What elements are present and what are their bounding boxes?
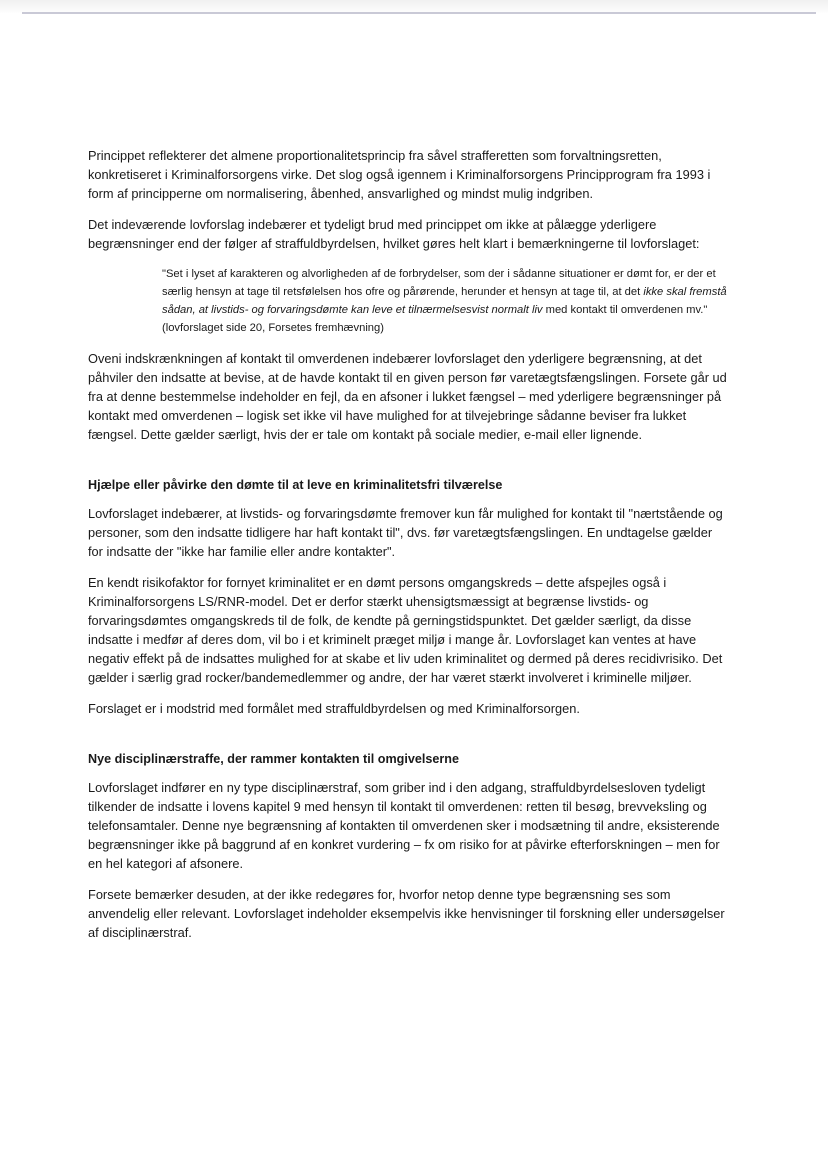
paragraph-contradiction: Forslaget er i modstrid med formålet med straffuldbyrdelsen og med Kriminalforsorgen.	[88, 701, 580, 716]
paragraph-proof-burden: Oveni indskrænkningen af kontakt til omverdenen indebærer lovforslaget den yderligere begrænsning, at det påhviler den indsatte at bevise, at de havde kontakt til en given person før varetægtsfængslingen. Forsete går ud fra at denne bestemmelse indeholder en fejl, da en afsoner i lukket fængsel – med yderligere begrænsninger på kontakt med omverdenen – logisk set ikke vil have mulighed for at tilvejebringe sådanne beviser fra lukket fængsel. Dette gælder særligt, hvis der er tale om kontakt på sociale medier, e-mail eller lignende.	[88, 351, 727, 442]
document-page	[88, 146, 728, 954]
paragraph-proportionality: Princippet reflekterer det almene proportionalitetsprincip fra såvel strafferetten som forvaltningsretten, konkretiseret i Kriminalforsorgens virke. Det slog også igennem i Kriminalforsorgens Principprogram fra 1993 i form af principperne om normalisering, åbenhed, ansvarlighed og mindst mulig indgriben.	[88, 148, 711, 201]
quote-text-start: "Set i lyset af karakteren og alvorligheden af de forbrydelser, som der i sådanne situationer er dømt for, er der et særlig hensyn at tage til retsfølelsen hos ofre og pårørende, herunder et hensyn at tage til, at det	[162, 268, 716, 298]
quote-text-end: med kontakt til omverdenen mv." (lovforslaget side 20, Forsetes fremhævning)	[162, 304, 708, 334]
paragraph-no-justification: Forsete bemærker desuden, at der ikke redegøres for, hvorfor netop denne type begrænsning ses som anvendelig eller relevant. Lovforslaget indeholder eksempelvis ikke henvisninger til forskning eller undersøgelser af disciplinærstraf.	[88, 887, 725, 940]
section-heading-crime-free-life: Hjælpe eller påvirke den dømte til at leve en kriminalitetsfri tilværelse	[88, 478, 503, 492]
section-heading-disciplinary: Nye disciplinærstraffe, der rammer kontakten til omgivelserne	[88, 752, 459, 766]
paragraph-contact-limits: Lovforslaget indebærer, at livstids- og forvaringsdømte fremover kun får mulighed for kontakt til "nærtstående og personer, som den indsatte tidligere har haft kontakt til", dvs. før varetægtsfængslingen. En undtagelse gælder for indsatte der "ikke har familie eller andre kontakter".	[88, 506, 723, 559]
scan-top-rule	[22, 12, 816, 14]
paragraph-bill-breach: Det indeværende lovforslag indebærer et tydeligt brud med princippet om ikke at pålægge yderligere begrænsninger end der følger af straffuldbyrdelsen, hvilket gøres helt klart i bemærkningerne til lovforslaget:	[88, 217, 700, 251]
paragraph-new-discipline: Lovforslaget indfører en ny type disciplinærstraf, som griber ind i den adgang, straffuldbyrdelsesloven tydeligt tilkender de indsatte i lovens kapitel 9 med hensyn til kontakt til omverdenen: retten til besøg, brevveksling og telefonsamtaler. Denne nye begrænsning af kontakten til omverdenen sker i modsætning til andre, eksisterende begrænsninger ikke på baggrund af en konkret vurdering – fx om risiko for at påvirke efterforskningen – men for en hel kategori af afsonere.	[88, 780, 720, 871]
paragraph-risk-factor: En kendt risikofaktor for fornyet kriminalitet er en dømt persons omgangskreds – dette afspejles også i Kriminalforsorgens LS/RNR-model. Det er derfor stærkt uhensigtsmæssigt at begrænse livstids- og forvaringsdømtes omgangskreds til de folk, de kendte på gerningstidspunktet. Det gælder særligt, da disse indsatte i medfør af deres dom, vil bo i et kriminelt præget miljø i mange år. Lovforslaget kan ventes at have negativ effekt på de indsattes mulighed for at skabe et liv uden kriminalitet og dermed på deres recidivrisiko. Det gælder i særlig grad rocker/bandemedlemmer og andre, der har været stærkt involveret i kriminelle miljøer.	[88, 575, 723, 685]
block-quote	[162, 265, 728, 337]
quote-emphasis: ikke skal fremstå sådan, at livstids- og forvaringsdømte kan leve et tilnærmelsesvist normalt liv	[162, 286, 727, 316]
